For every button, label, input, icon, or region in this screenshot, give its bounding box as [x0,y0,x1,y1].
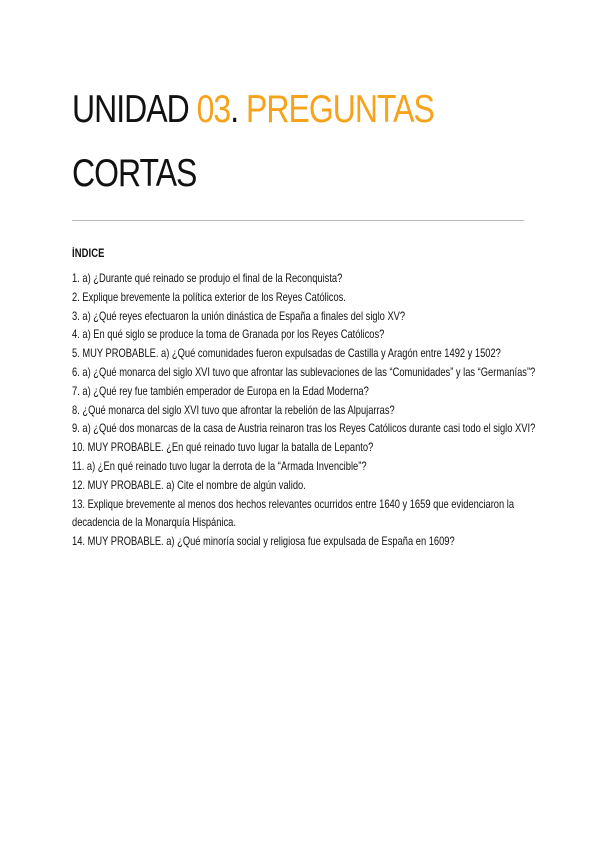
index-item[interactable] [72,439,523,458]
index-item-text: 7. a) ¿Qué rey fue también emperador de Europa en la Edad Moderna? [72,384,369,398]
title-divider [72,220,524,221]
index-item-text: 13. Explique brevemente al menos dos hechos relevantes ocurridos entre 1640 y 1659 que evidenciaron la [72,497,515,511]
title-dot: . [230,88,239,131]
index-item[interactable] [72,345,523,364]
title-line-2: CORTAS [72,152,197,195]
index-item-text: 8. ¿Qué monarca del siglo XVI tuvo que afrontar la rebelión de las Alpujarras? [72,403,395,417]
index-heading: ÍNDICE [72,248,105,260]
index-item[interactable] [72,496,523,534]
index-item-text: 10. MUY PROBABLE. ¿En qué reinado tuvo lugar la batalla de Lepanto? [72,441,374,455]
index-item-text: 6. a) ¿Qué monarca del siglo XVI tuvo que afrontar las sublevaciones de las “Comunidades” y las “Germanías”? [72,365,536,379]
index-item-text: 2. Explique brevemente la política exterior de los Reyes Católicos. [72,290,346,304]
index-item-text: 3. a) ¿Qué reyes efectuaron la unión dinástica de España a finales del siglo XV? [72,309,406,323]
index-item-continuation: decadencia de la Monarquía Hispánica. [72,516,236,530]
index-item[interactable] [72,308,523,327]
index-item-text: 12. MUY PROBABLE. a) Cite el nombre de algún valido. [72,478,306,492]
index-item[interactable] [72,402,523,421]
index-item-text: 11. a) ¿En qué reinado tuvo lugar la derrota de la “Armada Invencible”? [72,459,367,473]
index-item-text: 5. MUY PROBABLE. a) ¿Qué comunidades fueron expulsadas de Castilla y Aragón entre 1492 y 1502? [72,347,501,361]
index-item[interactable] [72,289,523,308]
index-item-text: 9. a) ¿Qué dos monarcas de la casa de Austria reinaron tras los Reyes Católicos durante casi todo el siglo XVI? [72,422,536,436]
index-item[interactable] [72,326,523,345]
index-list [72,270,536,552]
index-item[interactable] [72,383,523,402]
index-item-text: 1. a) ¿Durante qué reinado se produjo el final de la Reconquista? [72,272,343,285]
index-item-text: 14. MUY PROBABLE. a) ¿Qué minoría social y religiosa fue expulsada de España en 1609? [72,535,455,549]
title-unit-number: 03 [196,88,231,131]
index-item[interactable] [72,458,523,477]
page-title [72,78,457,206]
index-item[interactable] [72,533,523,552]
index-item[interactable] [72,270,523,289]
title-line-1 [72,78,457,142]
index-item-text: 4. a) En qué siglo se produce la toma de Granada por los Reyes Católicos? [72,328,385,342]
title-prefix: UNIDAD [72,88,197,131]
index-item[interactable] [72,477,523,496]
index-item[interactable] [72,420,536,439]
title-highlight: PREGUNTAS [238,88,434,131]
index-item[interactable] [72,364,536,383]
